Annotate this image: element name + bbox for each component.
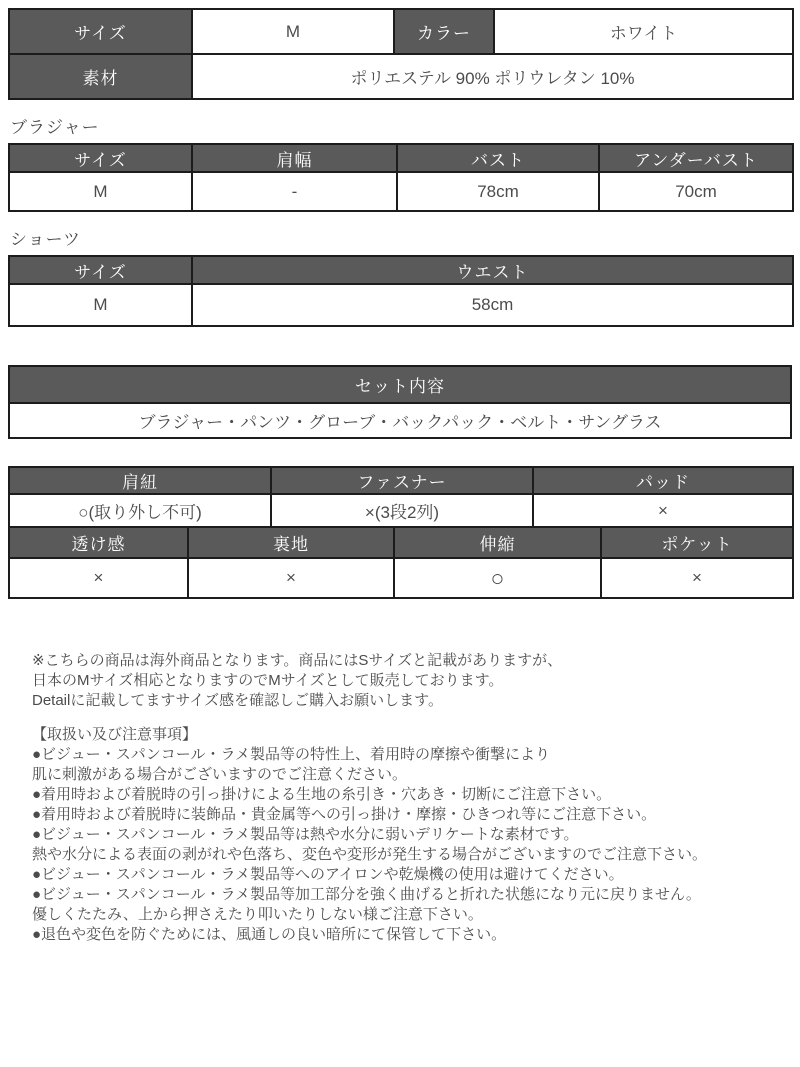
- stretch-header-cell: 伸縮: [394, 527, 601, 558]
- bra-size-value-cell: M: [9, 172, 192, 211]
- care-line: ●ビジュー・スパンコール・ラメ製品等の特性上、着用時の摩擦や衝撃により: [32, 746, 551, 763]
- care-line: ●着用時および着脱時に装飾品・貴金属等への引っ掛け・摩擦・ひきつれ等にご注意下さい。: [32, 806, 657, 823]
- set-contents-value-cell: ブラジャー・パンツ・グローブ・バックパック・ベルト・サングラス: [9, 403, 791, 438]
- strap-value-cell: ○(取り外し不可): [9, 494, 271, 527]
- bra-shoulder-value-cell: -: [192, 172, 397, 211]
- note-intro-line: 日本のMサイズ相応となりますのでMサイズとして販売しております。: [32, 672, 504, 689]
- material-header-cell: 素材: [9, 54, 192, 99]
- care-line: 熱や水分による表面の剥がれや色落ち、変色や変形が発生する場合がございますのでご注意下さい。: [32, 846, 708, 863]
- shorts-section-label: ショーツ: [10, 230, 81, 249]
- spec-table: [8, 8, 794, 100]
- size-value-cell: M: [192, 9, 394, 54]
- notes-block: [32, 651, 792, 945]
- lining-header-cell: 裏地: [188, 527, 394, 558]
- care-line: 優しくたたみ、上から押さえたり叩いたりしない様ご注意下さい。: [32, 906, 483, 923]
- set-contents-table: [8, 365, 792, 439]
- pad-header-cell: パッド: [533, 467, 793, 494]
- bra-section-label: ブラジャー: [10, 118, 100, 137]
- bra-bust-header-cell: バスト: [397, 144, 599, 172]
- care-instructions-title: 【取扱い及び注意事項】: [32, 726, 198, 743]
- sheerness-header-cell: 透け感: [9, 527, 188, 558]
- shorts-waist-header-cell: ウエスト: [192, 256, 793, 284]
- pocket-value-cell: ×: [601, 558, 793, 598]
- bra-shoulder-header-cell: 肩幅: [192, 144, 397, 172]
- color-header-cell: カラー: [394, 9, 494, 54]
- strap-header-cell: 肩紐: [9, 467, 271, 494]
- sheerness-value-cell: ×: [9, 558, 188, 598]
- fastener-value-cell: ×(3段2列): [271, 494, 533, 527]
- stretch-value-cell: ○: [394, 558, 601, 598]
- shorts-size-value-cell: M: [9, 284, 192, 326]
- care-line: ●ビジュー・スパンコール・ラメ製品等は熱や水分に弱いデリケートな素材です。: [32, 826, 579, 843]
- shorts-size-table: [8, 255, 794, 327]
- bra-bust-value-cell: 78cm: [397, 172, 599, 211]
- size-header-cell: サイズ: [9, 9, 192, 54]
- bra-size-header-cell: サイズ: [9, 144, 192, 172]
- feature-table-top: [8, 466, 794, 528]
- care-line: 肌に刺激がある場合がございますのでご注意ください。: [32, 766, 408, 783]
- care-line: ●ビジュー・スパンコール・ラメ製品等加工部分を強く曲げると折れた状態になり元に戻りません。: [32, 886, 701, 903]
- care-line: ●ビジュー・スパンコール・ラメ製品等へのアイロンや乾燥機の使用は避けてください。: [32, 866, 624, 883]
- care-line: ●退色や変色を防ぐためには、風通しの良い暗所にて保管して下さい。: [32, 926, 507, 943]
- color-value-cell: ホワイト: [494, 9, 793, 54]
- shorts-waist-value-cell: 58cm: [192, 284, 793, 326]
- pad-value-cell: ×: [533, 494, 793, 527]
- bra-size-table: [8, 143, 794, 212]
- bra-underbust-header-cell: アンダーバスト: [599, 144, 793, 172]
- note-intro-line: Detailに記載してますサイズ感を確認しご購入お願いします。: [32, 692, 443, 709]
- pocket-header-cell: ポケット: [601, 527, 793, 558]
- material-value-cell: ポリエステル 90% ポリウレタン 10%: [192, 54, 793, 99]
- lining-value-cell: ×: [188, 558, 394, 598]
- note-intro-line: ※こちらの商品は海外商品となります。商品にはSサイズと記載がありますが、: [32, 652, 563, 669]
- feature-table-bottom: [8, 526, 794, 599]
- bra-underbust-value-cell: 70cm: [599, 172, 793, 211]
- set-contents-header-cell: セット内容: [9, 366, 791, 403]
- care-line: ●着用時および着脱時の引っ掛けによる生地の糸引き・穴あき・切断にご注意下さい。: [32, 786, 612, 803]
- fastener-header-cell: ファスナー: [271, 467, 533, 494]
- shorts-size-header-cell: サイズ: [9, 256, 192, 284]
